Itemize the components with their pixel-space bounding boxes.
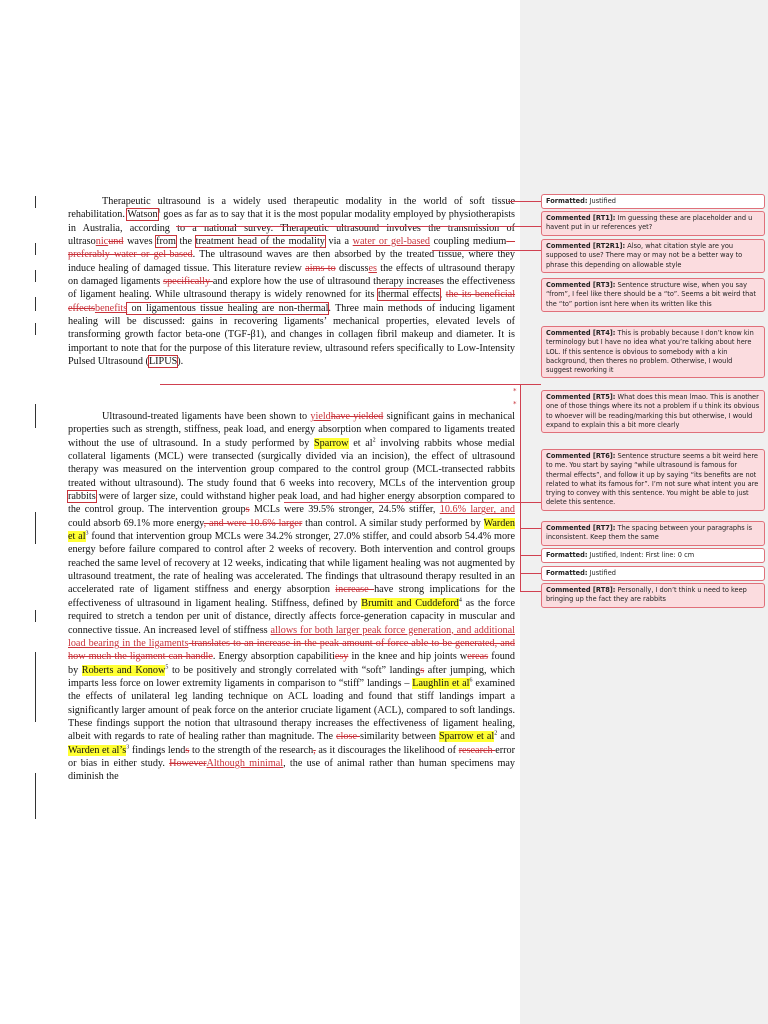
inserted-text: water or gel-based	[352, 236, 431, 248]
highlighted-citation: Sparrow et al	[439, 731, 495, 743]
comment-author: Commented [RT4]:	[546, 329, 616, 337]
text-run: discuss	[335, 262, 369, 274]
comment-text: The spacing between your paragraphs is inconsistent. Keep them the same	[546, 524, 753, 542]
commented-text[interactable]: LIPUS	[148, 356, 178, 368]
comment-author: Commented [RT6]:	[546, 452, 616, 460]
change-bar	[35, 773, 36, 819]
comment-text: Justified	[587, 197, 616, 205]
text-run: found that intervention group MCLs were 34.2% stronger, 27.0% stiffer, and could absorb 54.4% more energy before failure compared to control after 2 weeks of recovery. Both intervention and control groups reached the same level of recovery at 12 weeks, indicating that while ligament healing was not augmented by ultrasound treatment, the rate of healing was accelerated. The findings that ultrasound therapy resulted in an accelerated rate of ligament stiffness and energy absorption	[68, 531, 515, 596]
commented-text[interactable]: rabbits	[68, 491, 96, 503]
comment-connector	[520, 555, 541, 556]
text-run: via a	[324, 236, 353, 248]
comment-connector	[520, 573, 541, 574]
comment-author: Commented [RT5]:	[546, 393, 616, 401]
deleted-text: increase	[335, 584, 375, 596]
comment-text: Justified, Indent: First line: 0 cm	[587, 551, 695, 559]
change-bar	[35, 196, 36, 208]
citation-number: 1	[157, 208, 161, 215]
text-run: in the knee and hip joints w	[348, 651, 468, 663]
paragraph-text	[68, 195, 515, 368]
deleted-text: However	[169, 757, 207, 769]
deleted-text: s	[185, 744, 190, 756]
deleted-text: ,	[313, 744, 316, 756]
comment-balloon[interactable]	[541, 211, 765, 236]
change-bar	[35, 652, 36, 692]
text-run: ,	[439, 289, 446, 301]
inserted-text: benefits	[94, 302, 128, 314]
inserted-text: allows for both larger peak force generation, and additional load bearing in the ligaments	[68, 624, 515, 649]
citation-number: 2	[372, 437, 376, 444]
highlighted-citation: Roberts and Konow	[81, 664, 166, 676]
comment-text: Personally, I don’t think u need to keep bringing up the fact they are rabbits	[546, 586, 747, 604]
text-run: as it discourages the likelihood of	[315, 744, 459, 756]
inserted-text: es	[368, 262, 377, 274]
deleted-text: , and were 10.6% larger	[203, 517, 303, 529]
highlighted-citation: Laughlin et al	[412, 677, 470, 689]
formatting-marker: *	[513, 387, 517, 395]
text-run: as the force required to stretch a tendon per unit of distance, directly affects force-generation capacity in muscular and connective tissue. An increased level of stiffness	[68, 597, 515, 636]
text-run: and	[497, 731, 515, 743]
comment-connector	[520, 384, 521, 591]
citation-number: 5	[165, 664, 169, 671]
comment-author: Formatted:	[546, 569, 588, 577]
inserted-text: yield	[310, 411, 331, 422]
citation-number: 4	[458, 597, 462, 604]
change-bar	[35, 297, 36, 311]
deleted-text: ereas	[467, 651, 489, 663]
deleted-text: s	[245, 504, 250, 516]
text-run: . The ultrasound waves are then absorbed by the treated tissue, where they induce healing of damaged tissue. This literature review	[68, 249, 515, 274]
citation-number: 2	[494, 730, 498, 737]
commented-text[interactable]: from	[156, 236, 176, 248]
text-run: goes as far as to say that it is the most popular modality employed by physiotherapists in Australia, according to a national survey. Therapeutic ultrasound involves the transmission of ultraso	[68, 209, 515, 248]
comment-connector	[176, 226, 541, 227]
change-bar	[35, 270, 36, 282]
text-run: examined the effects of unilateral leg landing technique on ACL loading and found that stiff landings impart a significantly larger amount of peak force on the anterior cruciate ligament (ACL), compared to soft landings. These findings support the notion that ultrasound therapy increases the effectiveness of ligament healing, albeit with regards to rate of healing rather than magnitude. The	[68, 677, 515, 743]
inserted-text: 10.6% larger, and	[439, 504, 516, 516]
comment-connector	[160, 384, 541, 385]
comment-connector	[284, 502, 541, 503]
deleted-text: s	[420, 664, 425, 676]
comment-author: Commented [RT1]:	[546, 214, 616, 222]
text-run: ).	[177, 356, 184, 368]
change-bar	[35, 323, 36, 335]
text-run: . Energy absorption capabiliti	[212, 651, 335, 663]
highlighted-citation: Warden et al’s	[68, 744, 127, 756]
comment-balloon[interactable]	[541, 278, 765, 312]
commented-text[interactable]: thermal effects	[378, 289, 440, 301]
text-run: to be positively and strongly correlated with “soft” landing	[168, 664, 421, 676]
paragraph-text	[68, 410, 515, 784]
citation-number: 3	[85, 530, 89, 537]
comment-author: Commented [RT3]:	[546, 281, 616, 289]
text-run: , the use of animal rather than human specimens may diminish the	[68, 757, 515, 783]
text-run: the	[175, 236, 196, 248]
comment-balloon[interactable]	[541, 583, 765, 608]
text-run: found by	[68, 651, 515, 676]
comment-connector	[520, 528, 541, 529]
text-run: coupling medium	[430, 236, 507, 248]
comment-text: Im guessing these are placeholder and u havent put in ur references yet?	[546, 214, 753, 232]
deleted-text: translates to an increase in the peak amount of force able to be generated, and how much the ligament can handle	[68, 637, 515, 663]
comment-text: This is probably because I don’t know kin terminology but I have no idea what you’re talking about here LOL. If this sentence is obvious to somebody with a kin background, then theres no problem. Otherwise, I would suggest reworking it	[546, 329, 754, 375]
deleted-text: specifically	[163, 276, 213, 288]
comment-text: What does this mean lmao. This is another one of those things where its not a problem if u think its obvious to whoever will be reading/marking this but otherwise, I would expand to explain this a bit more clearly	[546, 393, 760, 429]
commented-text[interactable]: on ligamentous tissue healing are non-thermal	[127, 302, 329, 314]
highlighted-citation: Sparrow	[313, 437, 349, 449]
markup-pane	[520, 0, 768, 1024]
formatting-marker: *	[513, 400, 517, 408]
text-run: error or bias in either study.	[68, 744, 516, 769]
change-bar	[35, 692, 36, 722]
text-run: MCLs were 39.5% stronger, 24.5% stiffer,	[249, 504, 440, 516]
comment-balloon[interactable]	[541, 449, 765, 511]
citation-number: 3	[126, 744, 130, 751]
comment-text: Also, what citation style are you supposed to use? There may or may not be a better way to phrase this depending on allowable style	[546, 242, 743, 269]
highlighted-citation: Brumitt and Cuddeford	[361, 597, 459, 609]
text-run: et al	[348, 437, 373, 449]
inserted-text: Although minimal	[206, 757, 284, 769]
deleted-text: have yielded	[330, 411, 384, 422]
comment-connector	[520, 591, 541, 592]
text-run: could absorb 69.1% more energy	[68, 517, 204, 529]
change-bar	[35, 610, 36, 622]
text-run: waves	[123, 236, 157, 248]
deleted-text: research	[458, 744, 496, 756]
text-run: the effects of ultrasound therapy on damaged ligaments	[68, 262, 516, 288]
comment-balloon[interactable]	[541, 390, 765, 433]
paragraph-intro[interactable]	[68, 195, 515, 368]
change-bar	[35, 512, 36, 544]
highlighted-citation: Warden et al	[68, 517, 515, 543]
text-run: after jumping, which imparts less force on lower extremity ligaments in comparison to “stiff” landings –	[68, 664, 516, 689]
text-run: similarity between	[359, 731, 439, 743]
comment-connector	[508, 201, 541, 202]
deleted-text: und	[108, 236, 124, 248]
commented-text[interactable]: Watson	[127, 209, 158, 221]
text-run: involving rabbits whose medial collateral ligaments (MCL) were transected (surgically divided via an incision), the effect of ultrasound therapy was measured on the intervention group compared to the control group (MCL-transected rabbits treated without ultrasound). The study found that 6 weeks into recovery, MCLs of the intervention group	[68, 437, 515, 489]
text-run: were of larger size, could withstand higher peak load, and had higher energy absorption compared to the control group. The intervention group	[68, 491, 515, 516]
deleted-text: – preferably water or gel-based	[68, 236, 515, 261]
text-run: . Three main methods of inducing ligament healing will be discussed: gains in recovering ligaments’ mechanical properties, elevated levels of transforming growth factor beta-one (TGF-β1), and changes in collagen fibril makeup and diameter. It is important to note that for the purpose of this literature review, ultrasound refers specifically to Low-Intensity Pulsed Ultrasound (	[68, 302, 516, 368]
text-run: to the strength of the research	[189, 744, 314, 756]
comment-connector	[432, 250, 541, 251]
formatting-balloon[interactable]	[541, 566, 765, 581]
text-run: than control. A similar study performed by	[302, 517, 484, 529]
comment-balloon[interactable]	[541, 326, 765, 378]
comment-author: Commented [RT7]:	[546, 524, 616, 532]
deleted-text: close	[336, 731, 360, 743]
deleted-text: aims to	[305, 262, 336, 274]
comment-author: Formatted:	[546, 197, 588, 205]
text-run: have strong implications for the effectiveness of ultrasound in ligament healing. Stiffness, defined by	[68, 584, 515, 609]
comment-text: Sentence structure seems a bit weird here to me. You start by saying “while ultrasound is famous for thermal effects”, and follow it up by saying “its benefits are not related to what its famous for”. I’m not sure what intent you are trying to convey with this sentence. You might be able to just delete this sentence.	[546, 452, 759, 507]
inserted-text: nic	[95, 236, 109, 248]
text-run: Ultrasound-treated ligaments have been shown to	[102, 411, 311, 422]
citation-number: 6	[469, 677, 473, 684]
comment-author: Formatted:	[546, 551, 588, 559]
comment-balloon[interactable]	[541, 239, 765, 273]
deleted-text: esy	[334, 651, 349, 663]
change-bar	[35, 404, 36, 428]
comment-balloon[interactable]	[541, 521, 765, 546]
change-bar	[35, 243, 36, 255]
comment-author: Commented [RT2R1]:	[546, 242, 626, 250]
deleted-text: the its beneficial effects	[68, 289, 516, 314]
formatting-balloon[interactable]	[541, 548, 765, 563]
commented-text[interactable]: treatment head of the modality	[195, 236, 325, 248]
text-run: significant gains in mechanical properties such as strength, stiffness, peak load, and energy absorption when compared to ligaments treated without the use of ultrasound. In a study performed by	[68, 411, 515, 449]
comment-author: Commented [RT8]:	[546, 586, 616, 594]
text-run: Therapeutic ultrasound is a widely used therapeutic modality in the world of soft tissue rehabilitation.	[68, 196, 515, 221]
text-run: and explore how the use of ultrasound therapy increases the effectiveness of ligament healing. While ultrasound therapy is widely renowned for its	[68, 276, 516, 301]
formatting-balloon[interactable]	[541, 194, 765, 209]
text-run: findings lend	[129, 744, 186, 756]
comment-text: Justified	[587, 569, 616, 577]
paragraph-body[interactable]	[68, 410, 515, 784]
comment-text: Sentence structure wise, when you say “from”, I feel like there should be a “to”. Seems a bit weird that the “to” portion isnt here when its written like this	[546, 281, 756, 308]
